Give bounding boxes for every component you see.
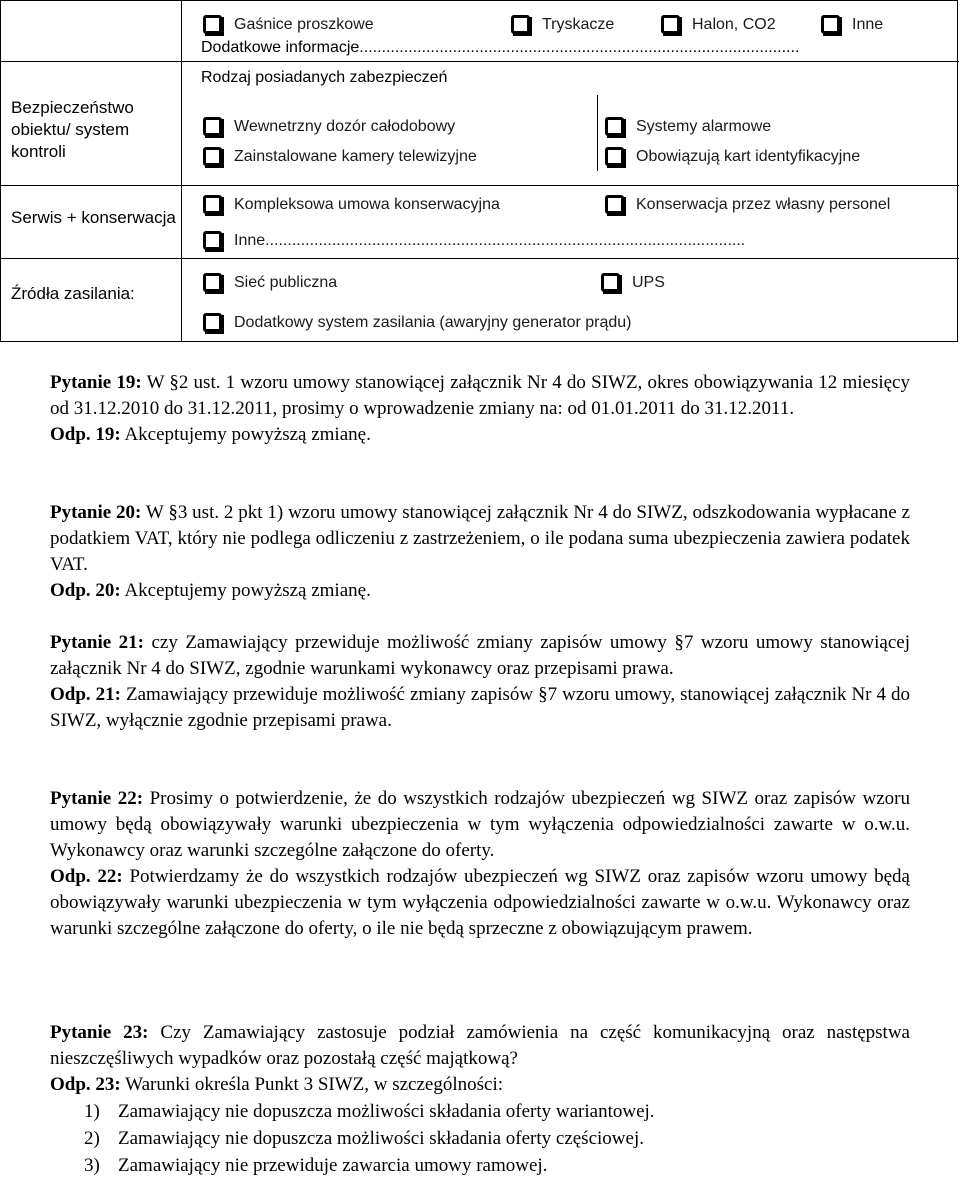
security-table xyxy=(0,0,958,342)
row-divider xyxy=(1,258,959,259)
checkbox-inne[interactable]: Inne xyxy=(821,15,883,34)
checkbox-icon[interactable] xyxy=(203,15,222,34)
checkbox-icon[interactable] xyxy=(203,231,222,250)
list-item: 1) Zamawiający nie dopuszcza możliwości składania oferty wariantowej. xyxy=(84,1101,655,1122)
checkbox-siec[interactable]: Sieć publiczna xyxy=(203,273,337,292)
checkbox-inne-serwis[interactable]: Inne............................................................................................................ xyxy=(203,231,924,250)
checkbox-personel[interactable]: Konserwacja przez własny personel xyxy=(605,195,890,214)
checkbox-icon[interactable] xyxy=(203,147,222,166)
checkbox-gasnice[interactable]: Gaśnice proszkowe xyxy=(203,15,374,34)
checkbox-icon[interactable] xyxy=(605,117,624,136)
checkbox-icon[interactable] xyxy=(821,15,840,34)
row-divider xyxy=(1,185,959,186)
answer-23-list xyxy=(84,1098,655,1179)
column-divider xyxy=(181,1,182,341)
protection-heading: Rodzaj posiadanych zabezpieczeń xyxy=(201,69,448,86)
checkbox-icon[interactable] xyxy=(605,147,624,166)
label-serwis: Serwis + konserwacja xyxy=(11,208,176,227)
checkbox-icon[interactable] xyxy=(203,195,222,214)
label-zasilanie: Źródła zasilania: xyxy=(11,284,135,303)
checkbox-icon[interactable] xyxy=(203,313,222,332)
checkbox-icon[interactable] xyxy=(605,195,624,214)
question-19: Pytanie 19: W §2 ust. 1 wzoru umowy stanowiącej załącznik Nr 4 do SIWZ, okres obowiązywania 12 miesięcy od 31.12.2010 do 31.12.2011, prosimy o wprowadzenie zmiany na: od 01.01.2011 do 31.12.2011. Odp. 19: Akceptujemy powyższą zmianę. xyxy=(50,372,910,445)
checkbox-icon[interactable] xyxy=(203,273,222,292)
question-21: Pytanie 21: czy Zamawiający przewiduje możliwość zmiany zapisów umowy §7 wzoru umowy stanowiącej załącznik Nr 4 do SIWZ, zgodnie warunkami wykonawcy oraz przepisami prawa. Odp. 21: Zamawiający przewiduje możliwość zmiany zapisów §7 wzoru umowy, stanowiącej załącznik Nr 4 do SIWZ, wyłącznie zgodnie przepisami prawa. xyxy=(50,632,910,731)
label-bezpieczenstwo: Bezpieczeństwo obiektu/ system kontroli xyxy=(11,98,134,161)
list-item: 2) Zamawiający nie dopuszcza możliwości składania oferty częściowej. xyxy=(84,1128,644,1149)
list-item: 3) Zamawiający nie przewiduje zawarcia umowy ramowej. xyxy=(84,1155,548,1176)
checkbox-tryskacze[interactable]: Tryskacze xyxy=(511,15,614,34)
checkbox-halon[interactable]: Halon, CO2 xyxy=(661,15,776,34)
checkbox-umowa[interactable]: Kompleksowa umowa konserwacyjna xyxy=(203,195,500,214)
additional-info: Dodatkowe informacje................................................................................................... xyxy=(201,39,800,56)
checkbox-kamery[interactable]: Zainstalowane kamery telewizyjne xyxy=(203,147,477,166)
inner-divider xyxy=(597,95,598,171)
checkbox-dozor[interactable]: Wewnetrzny dozór całodobowy xyxy=(203,117,455,136)
checkbox-karty[interactable]: Obowiązują kart identyfikacyjne xyxy=(605,147,860,166)
checkbox-icon[interactable] xyxy=(661,15,680,34)
checkbox-ups[interactable]: UPS xyxy=(601,273,665,292)
checkbox-icon[interactable] xyxy=(203,117,222,136)
question-20: Pytanie 20: W §3 ust. 2 pkt 1) wzoru umowy stanowiącej załącznik Nr 4 do SIWZ, odszkodowania wypłacane z podatkiem VAT, który nie podlega odliczeniu z zastrzeżeniem, o ile podana suma ubezpieczenia zawiera podatek VAT. Odp. 20: Akceptujemy powyższą zmianę. xyxy=(50,502,910,601)
checkbox-generator[interactable]: Dodatkowy system zasilania (awaryjny generator prądu) xyxy=(203,313,632,332)
checkbox-icon[interactable] xyxy=(601,273,620,292)
row-divider xyxy=(1,61,959,62)
question-22: Pytanie 22: Prosimy o potwierdzenie, że do wszystkich rodzajów ubezpieczeń wg SIWZ oraz zapisów wzoru umowy będą obowiązywały warunki ubezpieczenia w tym wyłączenia odpowiedzialności zawarte w o.w.u. Wykonawcy oraz warunki szczególne załączone do oferty. Odp. 22: Potwierdzamy że do wszystkich rodzajów ubezpieczeń wg SIWZ oraz zapisów wzoru umowy będą obowiązywały warunki ubezpieczenia w tym wyłączenia odpowiedzialności zawarte w o.w.u. Wykonawcy oraz warunki szczególne załączone do oferty, o ile nie będą sprzeczne z obowiązującym prawem. xyxy=(50,788,910,939)
question-23: Pytanie 23: Czy Zamawiający zastosuje podział zamówienia na część komunikacyjną oraz następstwa nieszczęśliwych wypadków oraz pozostałą część majątkową? Odp. 23: Warunki określa Punkt 3 SIWZ, w szczególności: xyxy=(50,1022,910,1095)
checkbox-icon[interactable] xyxy=(511,15,530,34)
checkbox-alarmy[interactable]: Systemy alarmowe xyxy=(605,117,771,136)
